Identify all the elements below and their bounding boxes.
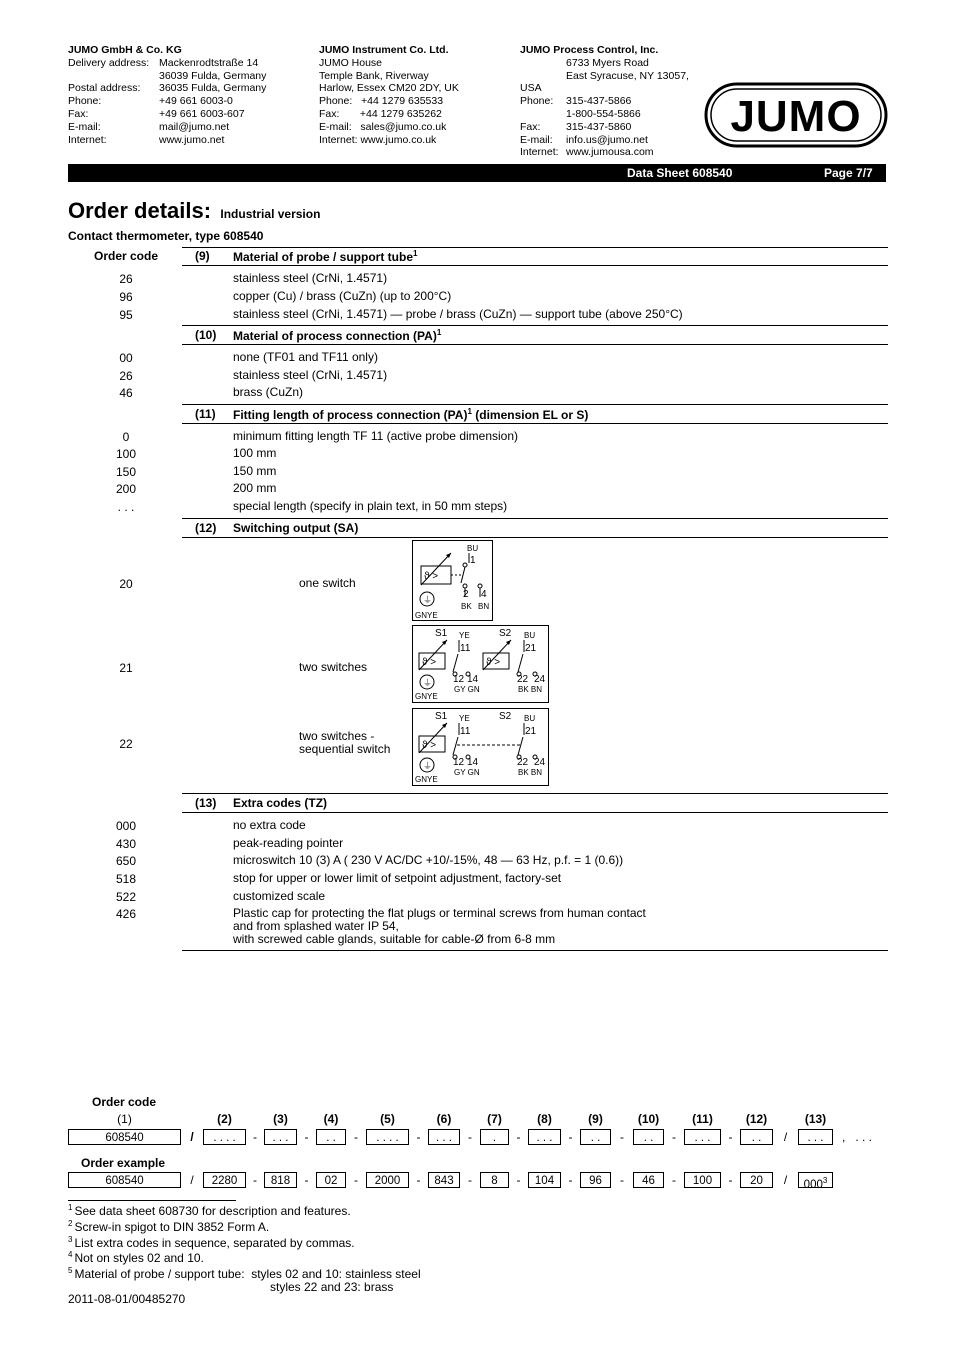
separator: -: [304, 1130, 309, 1144]
divider: [182, 537, 888, 538]
order-code-value: 430: [115, 837, 137, 851]
svg-text:24: 24: [534, 674, 546, 685]
address-line: [68, 121, 308, 134]
order-code-field: . . .: [428, 1129, 460, 1145]
footnote-ref: 1: [467, 407, 472, 416]
address-line: [68, 82, 308, 95]
address-line: [520, 108, 710, 121]
order-code-field: . .: [740, 1129, 773, 1145]
footnote-number: 3: [68, 1234, 73, 1244]
order-example-field: [316, 1172, 346, 1188]
order-example-field: [480, 1172, 509, 1188]
section-title-text: Material of process connection (PA): [233, 329, 437, 343]
order-code-value: 0: [122, 430, 130, 444]
order-code-value: 000: [115, 819, 137, 833]
svg-text:S2: S2: [499, 628, 512, 639]
footnote-rule: [68, 1200, 236, 1201]
address-label: Fax:: [68, 107, 89, 120]
option-description: brass (CuZn): [233, 385, 304, 399]
subtitle-text: Industrial version: [220, 207, 321, 221]
order-example-value: 2280: [211, 1175, 238, 1187]
section-title: [233, 328, 441, 343]
section-title: [233, 249, 417, 264]
order-code-value: . . .: [117, 500, 135, 514]
order-example-field: [684, 1172, 721, 1188]
separator: -: [468, 1173, 472, 1187]
section-number: (10): [195, 328, 217, 342]
address-value: 6733 Myers Road: [566, 56, 649, 69]
order-code-value: 518: [115, 872, 137, 886]
section-number: (12): [195, 521, 217, 535]
separator: -: [253, 1173, 257, 1187]
address-value: +49 661 6003-607: [159, 107, 245, 120]
address-value: www.jumousa.com: [566, 146, 654, 159]
address-label: Phone:: [68, 95, 102, 108]
order-example-value: 2000: [374, 1175, 401, 1187]
divider: [182, 793, 888, 794]
column-header: (1): [117, 1112, 132, 1126]
address-label: E-mail:: [520, 133, 553, 146]
svg-text:12: 12: [453, 674, 465, 685]
order-code-trailing: , . . .: [842, 1130, 873, 1144]
separator: -: [416, 1130, 421, 1144]
order-code-field: . . . .: [366, 1129, 409, 1145]
divider: [182, 404, 888, 405]
order-code-value: 100: [115, 447, 137, 461]
separator: -: [304, 1173, 309, 1187]
order-example-field: [428, 1172, 460, 1188]
order-example-value: 843: [434, 1175, 454, 1187]
order-code-value: 650: [115, 854, 137, 868]
separator: /: [190, 1130, 194, 1144]
order-example-value: 46: [642, 1175, 655, 1187]
footnote-ref: 1: [436, 328, 442, 337]
svg-text:BK: BK: [461, 602, 472, 611]
option-description: minimum fitting length TF 11 (active probe dimension): [233, 429, 519, 443]
address-line: E-mail: sales@jumo.co.uk: [319, 120, 447, 133]
address-line: [68, 57, 308, 70]
address-value: 36039 Fulda, Germany: [159, 69, 267, 82]
address-value: 315-437-5860: [566, 120, 632, 133]
order-code-value: 22: [119, 737, 133, 751]
separator: -: [672, 1130, 676, 1144]
address-line: Temple Bank, Riverway: [319, 69, 429, 82]
order-code-value: 46: [119, 386, 133, 400]
order-code-value: 522: [115, 890, 137, 904]
separator: -: [468, 1130, 472, 1144]
address-value: 1-800-554-5866: [566, 107, 641, 120]
address-value: +49 661 6003-0: [159, 95, 233, 108]
svg-text:JUMO: JUMO: [730, 92, 862, 141]
footnote: [68, 1265, 421, 1281]
svg-text:GNYE: GNYE: [415, 692, 438, 701]
option-description: 150 mm: [233, 464, 277, 478]
order-code-field: . .: [580, 1129, 611, 1145]
section-title-text: Extra codes (TZ): [233, 796, 328, 810]
address-line: Fax: +44 1279 635262: [319, 107, 442, 120]
column-header: (6): [436, 1112, 452, 1126]
separator: -: [416, 1173, 421, 1187]
footnote-number: 1: [68, 1203, 73, 1212]
address-label: Phone:: [520, 95, 554, 108]
separator: /: [190, 1173, 194, 1187]
footnote: [68, 1234, 421, 1250]
order-code-value: 26: [119, 369, 133, 383]
svg-text:S1: S1: [435, 628, 448, 639]
address-label: Internet:: [520, 146, 559, 159]
order-code-form-label: Order code: [92, 1095, 157, 1109]
section-title: [233, 521, 358, 535]
svg-text:GNYE: GNYE: [415, 611, 438, 619]
address-value: 315-437-5866: [566, 95, 632, 108]
order-code-value: 426: [115, 907, 137, 921]
section-number: (9): [195, 249, 210, 263]
option-description: stainless steel (CrNi, 1.4571) — probe / brass (CuZn) — support tube (above 250°C): [233, 307, 683, 321]
svg-text:⏚: ⏚: [423, 761, 433, 771]
svg-text:24: 24: [534, 757, 546, 768]
address-line: [520, 95, 710, 108]
svg-text:14: 14: [467, 674, 479, 685]
svg-text:ϑ >: ϑ >: [424, 571, 439, 582]
svg-text:YE: YE: [459, 714, 470, 723]
separator: -: [620, 1130, 624, 1144]
address-value: East Syracuse, NY 13057, USA: [520, 69, 689, 95]
svg-text:22: 22: [517, 757, 529, 768]
svg-text:S2: S2: [499, 711, 512, 722]
separator: -: [354, 1173, 358, 1187]
separator: -: [568, 1173, 573, 1187]
option-description: two switches: [299, 660, 368, 674]
svg-text:BU: BU: [524, 714, 536, 723]
footnote-text: Material of probe / support tube: styles 02 and 10: stainless steel: [74, 1267, 421, 1282]
option-description: one switch: [299, 576, 356, 590]
order-code-field: . .: [316, 1129, 346, 1145]
option-description: peak-reading pointer: [233, 836, 344, 850]
section-title: [233, 407, 588, 422]
divider: [182, 423, 888, 424]
footnotes: [68, 1202, 421, 1294]
order-example-value: 02: [324, 1175, 338, 1187]
option-description: Plastic cap for protecting the flat plugs or terminal screws from human contact and from splashed water IP 54, with screwed cable glands, suitable for cable-Ø from 6-8 mm: [233, 906, 646, 946]
svg-text:BN: BN: [478, 602, 490, 611]
section-title-text: Fitting length of process connection (PA): [233, 408, 468, 422]
company-name: JUMO Instrument Co. Ltd.: [319, 44, 449, 56]
order-example-value: 100: [692, 1175, 713, 1187]
address-line: [68, 134, 308, 147]
column-header: (3): [273, 1112, 288, 1126]
svg-text:BU: BU: [524, 631, 536, 640]
address-value: www.jumo.net: [159, 133, 225, 146]
company-name: JUMO Process Control, Inc.: [520, 44, 659, 56]
title-text: Order details:: [68, 198, 212, 223]
order-code-field: . .: [633, 1129, 664, 1145]
section-title-suffix: (dimension EL or S): [471, 408, 589, 422]
svg-text:11: 11: [460, 643, 471, 654]
option-description: stainless steel (CrNi, 1.4571): [233, 271, 388, 285]
divider: [182, 344, 888, 345]
option-description: special length (specify in plain text, in 50 mm steps): [233, 499, 508, 513]
column-header: (4): [323, 1112, 339, 1126]
footnote-number: 5: [68, 1266, 73, 1276]
separator: -: [253, 1130, 257, 1144]
address-jumo-uk: [319, 44, 519, 146]
footnote: [68, 1218, 421, 1234]
order-example-field: [203, 1172, 246, 1188]
order-code-value: 20: [119, 577, 133, 591]
address-line: [68, 70, 308, 83]
order-code-value: 150: [115, 465, 137, 479]
svg-text:⏚: ⏚: [423, 595, 433, 605]
address-value: info.us@jumo.net: [566, 133, 648, 146]
address-label: Internet:: [68, 133, 107, 146]
svg-text:4: 4: [481, 589, 487, 600]
divider: [182, 812, 888, 813]
one-switch-diagram: [412, 540, 493, 621]
column-header: (8): [537, 1112, 552, 1126]
separator: /: [783, 1130, 788, 1144]
divider: [182, 950, 888, 951]
footnote-number: 2: [68, 1218, 73, 1228]
document-id: 2011-08-01/00485270: [68, 1292, 186, 1306]
section-title-text: Switching output (SA): [233, 521, 359, 535]
order-example-field: [528, 1172, 561, 1188]
datasheet-number: Data Sheet 608540: [627, 166, 733, 180]
order-code-value: 95: [119, 308, 133, 322]
svg-text:11: 11: [460, 726, 471, 737]
svg-text:21: 21: [525, 643, 537, 654]
option-description: 100 mm: [233, 446, 277, 460]
divider: [182, 265, 888, 266]
svg-text:14: 14: [467, 757, 479, 768]
order-example-field: [264, 1172, 297, 1188]
svg-text:BU: BU: [467, 544, 479, 553]
order-code-field: . . . .: [203, 1129, 246, 1145]
footnote: [68, 1202, 421, 1218]
order-example-field: [68, 1172, 181, 1188]
order-example-field: [580, 1172, 611, 1188]
separator: -: [728, 1130, 733, 1144]
order-code-field: . . .: [798, 1129, 833, 1145]
address-line: [68, 95, 308, 108]
svg-text:S1: S1: [435, 711, 448, 722]
column-header: (11): [692, 1112, 713, 1126]
header-bar: [68, 164, 886, 182]
separator: -: [516, 1173, 521, 1187]
footnote-text: List extra codes in sequence, separated by commas.: [74, 1235, 355, 1250]
svg-text:ϑ >: ϑ >: [422, 657, 437, 668]
address-line: [520, 57, 710, 70]
svg-text:ϑ >: ϑ >: [422, 740, 437, 751]
order-code-value: 00: [119, 351, 133, 365]
address-line: [520, 121, 710, 134]
svg-text:YE: YE: [459, 631, 470, 640]
order-example-field: [633, 1172, 664, 1188]
address-value: 36035 Fulda, Germany: [159, 82, 267, 95]
order-example-value: 000: [803, 1178, 823, 1191]
section-number: (13): [195, 796, 217, 810]
divider: [182, 518, 888, 519]
svg-text:22: 22: [517, 674, 529, 685]
separator: -: [354, 1130, 358, 1144]
address-jumo-germany: [68, 44, 308, 146]
jumo-logo: [704, 82, 888, 148]
option-description: two switches - sequential switch: [299, 729, 391, 756]
separator: /: [783, 1173, 788, 1187]
footnote-text: Screw-in spigot to DIN 3852 Form A.: [74, 1219, 270, 1234]
svg-text:BK BN: BK BN: [518, 768, 543, 777]
product-name: Contact thermometer, type 608540: [68, 229, 264, 243]
column-header: (7): [487, 1112, 502, 1126]
separator: -: [672, 1173, 676, 1187]
address-label: Delivery address:: [68, 56, 150, 69]
address-line: [520, 70, 710, 96]
option-description: none (TF01 and TF11 only): [233, 350, 378, 364]
address-line: Harlow, Essex CM20 2DY, UK: [319, 82, 459, 95]
order-code-value: 96: [119, 290, 133, 304]
footnote-text: See data sheet 608730 for description and features.: [74, 1204, 351, 1218]
column-header: (10): [637, 1112, 660, 1126]
section-title: [233, 796, 327, 810]
option-description: customized scale: [233, 889, 326, 903]
order-code-header: Order code: [93, 249, 159, 263]
footnote-text: Not on styles 02 and 10.: [74, 1251, 204, 1266]
address-value: Mackenrodtstraße 14: [159, 56, 259, 69]
address-label: Fax:: [520, 120, 541, 133]
footnote-number: 4: [68, 1250, 73, 1260]
option-description: 200 mm: [233, 481, 277, 495]
address-line: Phone: +44 1279 635533: [319, 95, 444, 108]
svg-text:2: 2: [463, 589, 469, 600]
section-number: (11): [195, 407, 216, 421]
address-line: [68, 108, 308, 121]
svg-text:BK BN: BK BN: [518, 685, 543, 694]
order-example-field: [366, 1172, 409, 1188]
separator: -: [568, 1130, 573, 1144]
order-example-label: Order example: [81, 1156, 166, 1170]
address-jumo-usa: [520, 44, 710, 159]
footnote: [68, 1249, 421, 1265]
order-code-field: . . .: [528, 1129, 561, 1145]
option-description: stop for upper or lower limit of setpoint adjustment, factory-set: [233, 871, 562, 885]
order-code-field: . . .: [684, 1129, 721, 1145]
two-switches-diagram: [412, 625, 549, 703]
order-code-field: .: [480, 1129, 509, 1145]
divider: [182, 325, 888, 326]
svg-text:ϑ >: ϑ >: [486, 657, 501, 668]
order-code-field: 608540: [68, 1129, 181, 1145]
order-code-value: 26: [119, 272, 133, 286]
separator: -: [516, 1130, 521, 1144]
column-header: (5): [380, 1112, 395, 1126]
order-example-value: 20: [750, 1175, 763, 1187]
option-description: microswitch 10 (3) A ( 230 V AC/DC +10/-15%, 48 — 63 Hz, p.f. = 1 (0.6)): [233, 853, 624, 867]
column-header: (13): [804, 1112, 827, 1126]
separator: -: [728, 1173, 733, 1187]
order-code-value: 21: [119, 661, 133, 675]
sequential-switch-diagram: [412, 708, 549, 786]
address-line: JUMO House: [319, 56, 383, 69]
svg-text:GNYE: GNYE: [415, 775, 438, 784]
address-value: mail@jumo.net: [159, 120, 230, 133]
footnote-ref: 3: [822, 1176, 828, 1185]
svg-text:12: 12: [453, 757, 465, 768]
column-header: (2): [217, 1112, 232, 1126]
order-example-value: 818: [270, 1175, 291, 1187]
footnote-ref: 1: [413, 249, 418, 258]
address-label: Postal address:: [68, 82, 141, 95]
svg-text:21: 21: [525, 726, 537, 737]
svg-text:GY GN: GY GN: [454, 768, 480, 777]
address-line: Internet: www.jumo.co.uk: [319, 133, 437, 146]
address-line: [520, 146, 710, 159]
section-title-text: Material of probe / support tube: [233, 250, 414, 264]
option-description: stainless steel (CrNi, 1.4571): [233, 368, 388, 382]
page-number: Page 7/7: [824, 166, 873, 180]
order-code-value: 200: [115, 482, 137, 496]
svg-text:GY GN: GY GN: [454, 685, 480, 694]
column-header: (9): [588, 1112, 603, 1126]
svg-text:1: 1: [470, 555, 476, 566]
column-header: (12): [745, 1112, 768, 1126]
svg-text:⏚: ⏚: [423, 678, 433, 688]
order-example-value: 608540: [105, 1175, 144, 1187]
page-title: [68, 198, 320, 224]
divider: [182, 247, 888, 248]
order-example-value: 104: [534, 1175, 555, 1187]
option-description: copper (Cu) / brass (CuZn) (up to 200°C): [233, 289, 452, 303]
order-example-field: [740, 1172, 773, 1188]
order-example-value: 8: [491, 1175, 498, 1187]
order-code-field: . . .: [264, 1129, 297, 1145]
order-example-value: 96: [589, 1175, 602, 1187]
company-name: JUMO GmbH & Co. KG: [68, 44, 182, 56]
option-description: no extra code: [233, 818, 306, 832]
footnote-continuation: styles 22 and 23: brass: [270, 1279, 394, 1294]
order-example-field: [798, 1172, 833, 1191]
separator: -: [620, 1173, 624, 1187]
address-line: [520, 134, 710, 147]
address-label: E-mail:: [68, 120, 101, 133]
